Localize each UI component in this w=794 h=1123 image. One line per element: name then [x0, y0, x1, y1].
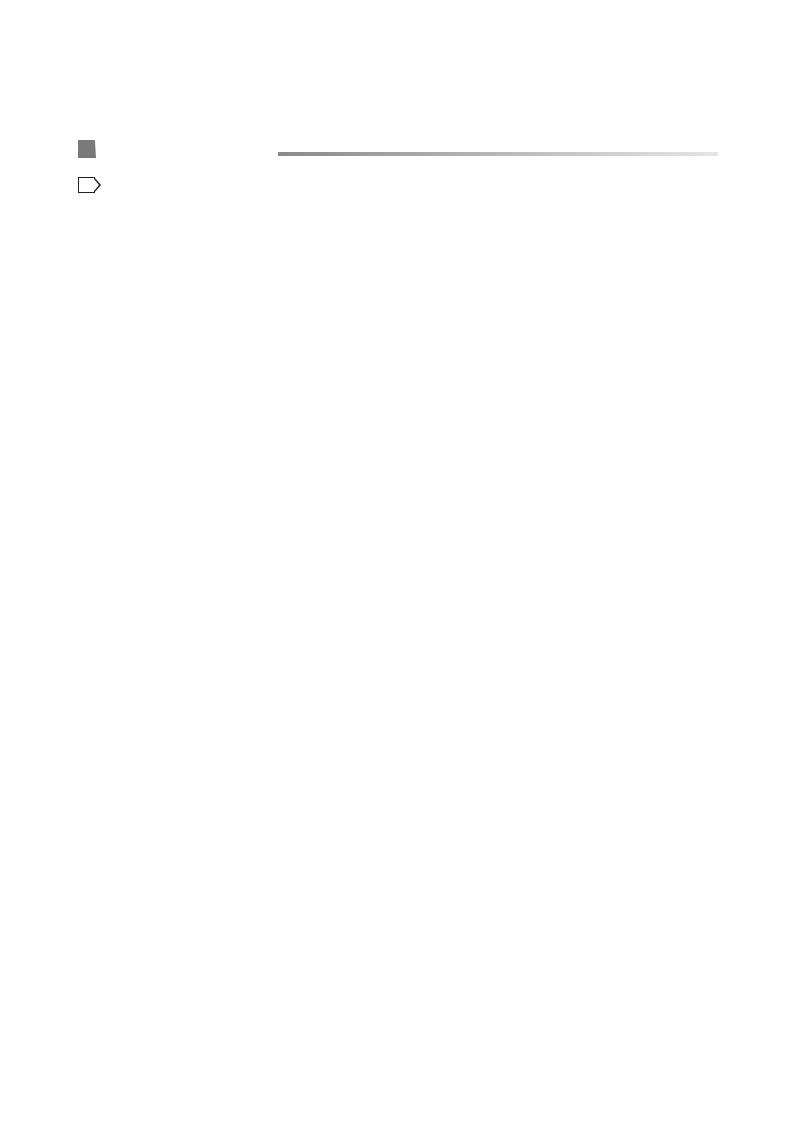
banner-divider — [278, 152, 718, 156]
part-header — [78, 174, 109, 192]
part-tag — [78, 177, 95, 193]
section-banner — [78, 140, 718, 158]
banner-label — [78, 140, 96, 158]
